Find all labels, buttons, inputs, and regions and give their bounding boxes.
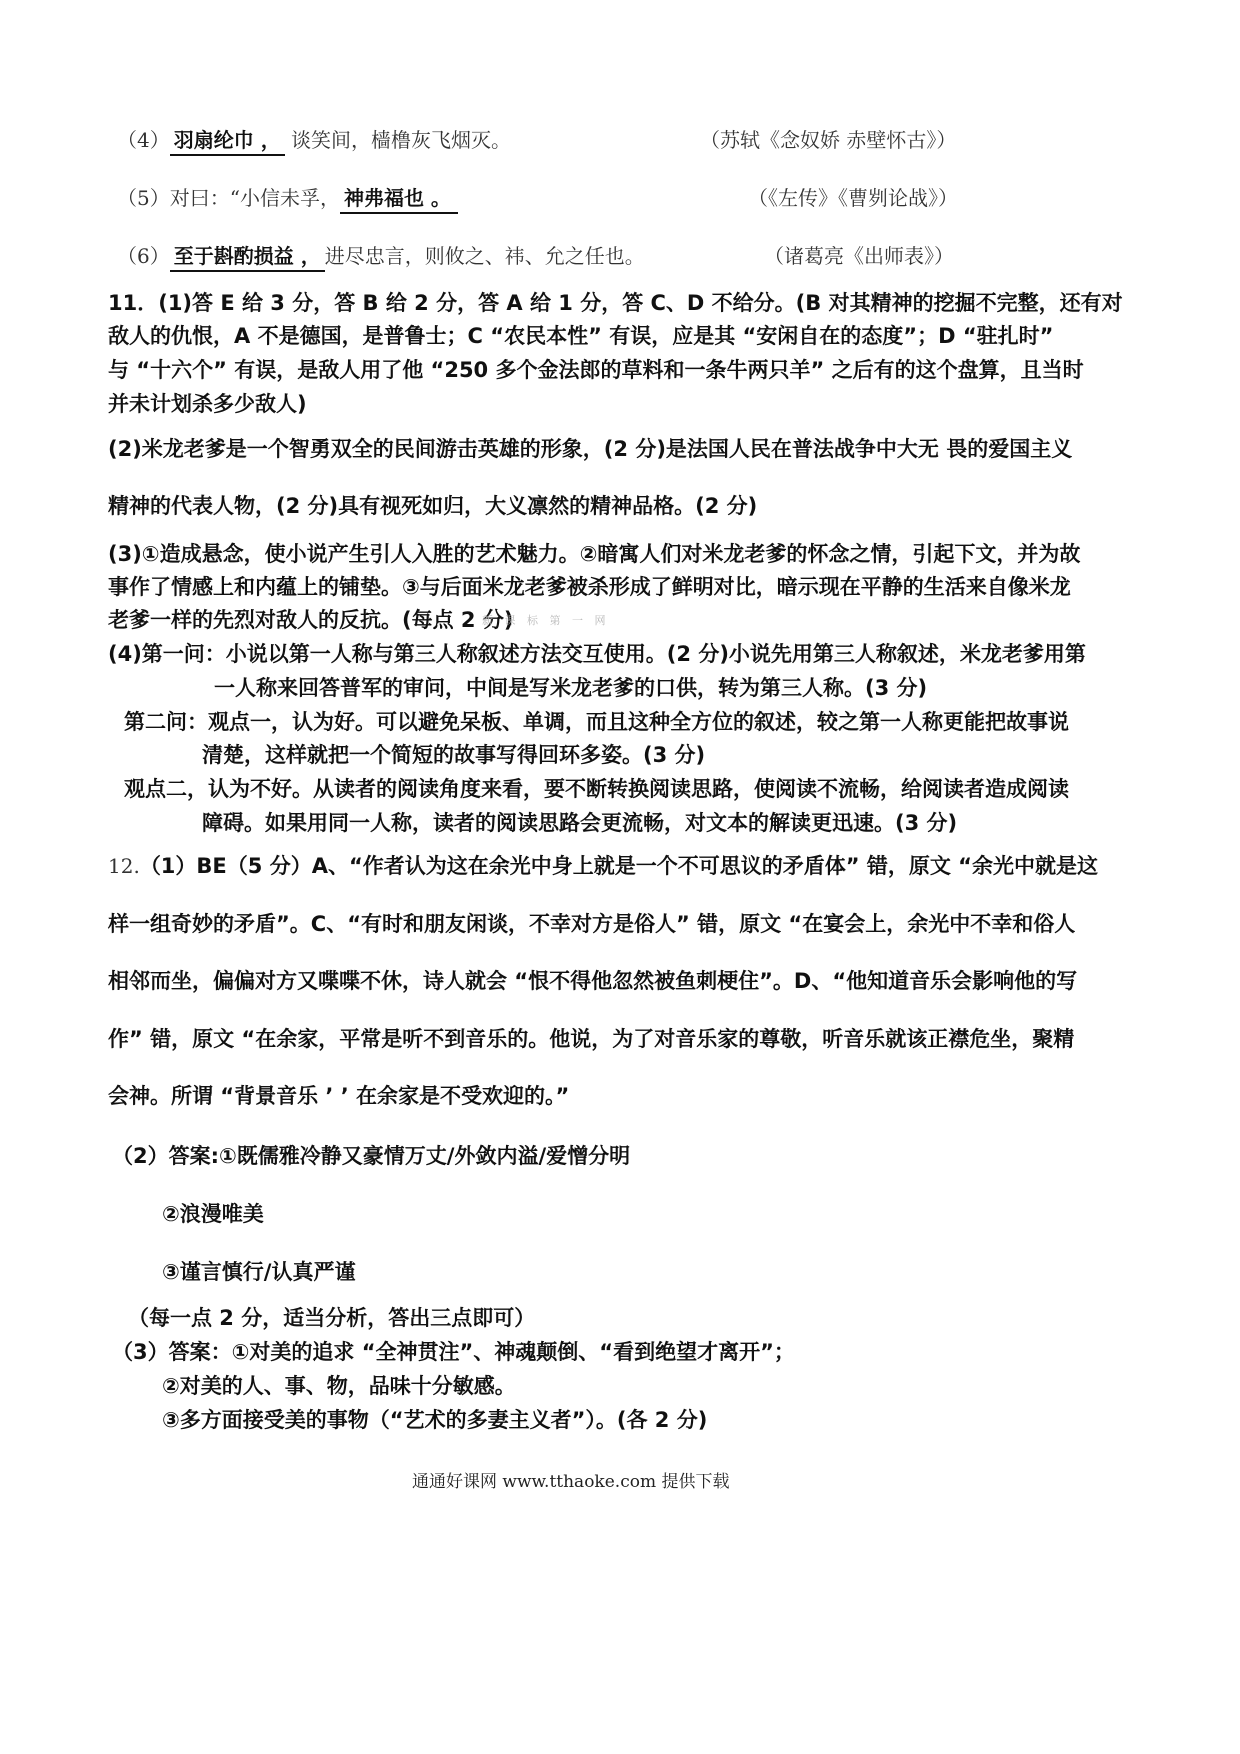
q12-number: 12. (108, 854, 140, 878)
q11-p3-line: 事作了情感上和内蕴上的铺垫。③与后面米龙老爹被杀形成了鲜明对比，暗示现在平静的生活来自像米龙 (108, 575, 1071, 599)
q12-p2-line: （2）答案:①既儒雅冷静又豪情万丈/外敛内溢/爱憎分明 (112, 1144, 631, 1168)
q11-p1-line: 与 “十六个” 有误，是敌人用了他 “250 多个金法郎的草料和一条牛两只羊” 之后有的这个盘算，且当时 (108, 358, 1084, 382)
page-footer: 通通好课网 www.tthaoke.com 提供下载 (412, 1472, 730, 1492)
poem-text: 对曰：“小信未孚， (169, 186, 340, 210)
item-number: （5） (117, 186, 170, 210)
q11-p4-line: 障碍。如果用同一人称，读者的阅读思路会更流畅，对文本的解读更迅速。(3 分) (202, 811, 958, 835)
poem-source: （苏轼《念奴娇 赤壁怀古》） (700, 128, 957, 152)
q12-p1-line: 作” 错，原文 “在余家，平常是听不到音乐的。他说，为了对音乐家的尊敬，听音乐就该正襟危坐，聚精 (108, 1027, 1075, 1051)
poem-source: （《左传》《曹刿论战》） (748, 186, 958, 210)
q11-p4-line: 一人称来回答普军的审问，中间是写米龙老爹的口供，转为第三人称。(3 分) (214, 676, 928, 700)
q12-p1-line: 相邻而坐，偏偏对方又喋喋不休，诗人就会 “恨不得他忽然被鱼刺梗住”。D、“他知道音乐会影响他的写 (108, 969, 1078, 993)
q11-p4-line: (4)第一问：小说以第一人称与第三人称叙述方法交互使用。(2 分)小说先用第三人称叙述，米龙老爹用第 (108, 642, 1086, 666)
poem-source: （诸葛亮《出师表》） (764, 244, 954, 268)
q12-p3-line: ②对美的人、事、物，品味十分敏感。 (162, 1374, 516, 1398)
q11-p3-line: (3)①造成悬念，使小说产生引人入胜的艺术魅力。②暗寓人们对米龙老爹的怀念之情，引起下文，并为故 (108, 542, 1081, 566)
q12-p3-line: （3）答案：①对美的追求 “全神贯注”、神魂颠倒、“看到绝望才离开”； (112, 1340, 795, 1364)
q11-p2-line: (2)米龙老爹是一个智勇双全的民间游击英雄的形象，(2 分)是法国人民在普法战争中大无 畏的爱国主义 (108, 437, 1073, 461)
q12-p3-line: ③多方面接受美的事物（“艺术的多妻主义者”）。(各 2 分) (162, 1408, 708, 1432)
poem-line-5 (117, 182, 458, 214)
q11-p2-line: 精神的代表人物，(2 分)具有视死如归，大义凛然的精神品格。(2 分) (108, 494, 758, 518)
q11-p1-line: 11．(1)答 E 给 3 分，答 B 给 2 分，答 A 给 1 分，答 C、D 不给分。(B 对其精神的挖掘不完整，还有对 (108, 291, 1123, 315)
q12-p1-line: 会神。所谓 “背景音乐 ’ ’ 在余家是不受欢迎的。” (108, 1084, 570, 1108)
q11-p4-line: 清楚，这样就把一个简短的故事写得回环多姿。(3 分) (202, 743, 706, 767)
watermark: 新 课 标 第 一 网 (482, 614, 610, 627)
q11-p3-line: 老爹一样的先烈对敌人的反抗。(每点 2 分) (108, 608, 514, 632)
q12-p1-line: 样一组奇妙的矛盾”。C、“有时和朋友闲谈，不幸对方是俗人” 错，原文 “在宴会上，余光中不幸和俗人 (108, 912, 1076, 936)
q11-p1-line: 敌人的仇恨，A 不是德国，是普鲁士；C “农民本性” 有误，应是其 “安闲自在的态度”；D “驻扎时” (108, 324, 1054, 348)
q11-p1-line: 并未计划杀多少敌人) (108, 392, 307, 416)
q11-p4-line: 第二问：观点一，认为好。可以避免呆板、单调，而且这种全方位的叙述，较之第一人称更能把故事说 (124, 710, 1069, 734)
poem-line-4 (117, 124, 511, 156)
q12-p2-line: （每一点 2 分，适当分析，答出三点即可） (128, 1306, 536, 1330)
q12-text: （1）BE（5 分）A、“作者认为这在余光中身上就是一个不可思议的矛盾体” 错，原文 “余光中就是这 (139, 854, 1098, 878)
answer-blank: 神弗福也 。 (340, 182, 458, 214)
item-number: （6） (117, 244, 170, 268)
q12-p2-line: ②浪漫唯美 (162, 1202, 264, 1226)
q12-p2-line: ③谨言慎行/认真严谨 (162, 1260, 356, 1284)
answer-blank: 至于斟酌损益 ， (170, 240, 325, 272)
poem-text: 进尽忠言，则攸之、祎、允之任也。 (324, 244, 645, 268)
q11-p4-line: 观点二，认为不好。从读者的阅读角度来看，要不断转换阅读思路，使阅读不流畅，给阅读者造成阅读 (124, 777, 1069, 801)
answer-blank: 羽扇纶巾 ， (170, 124, 285, 156)
q12-p1-line-first (108, 850, 1098, 880)
item-number: （4） (117, 128, 170, 152)
poem-text: 谈笑间，樯橹灰飞烟灭。 (284, 128, 512, 152)
poem-line-6 (117, 240, 645, 272)
